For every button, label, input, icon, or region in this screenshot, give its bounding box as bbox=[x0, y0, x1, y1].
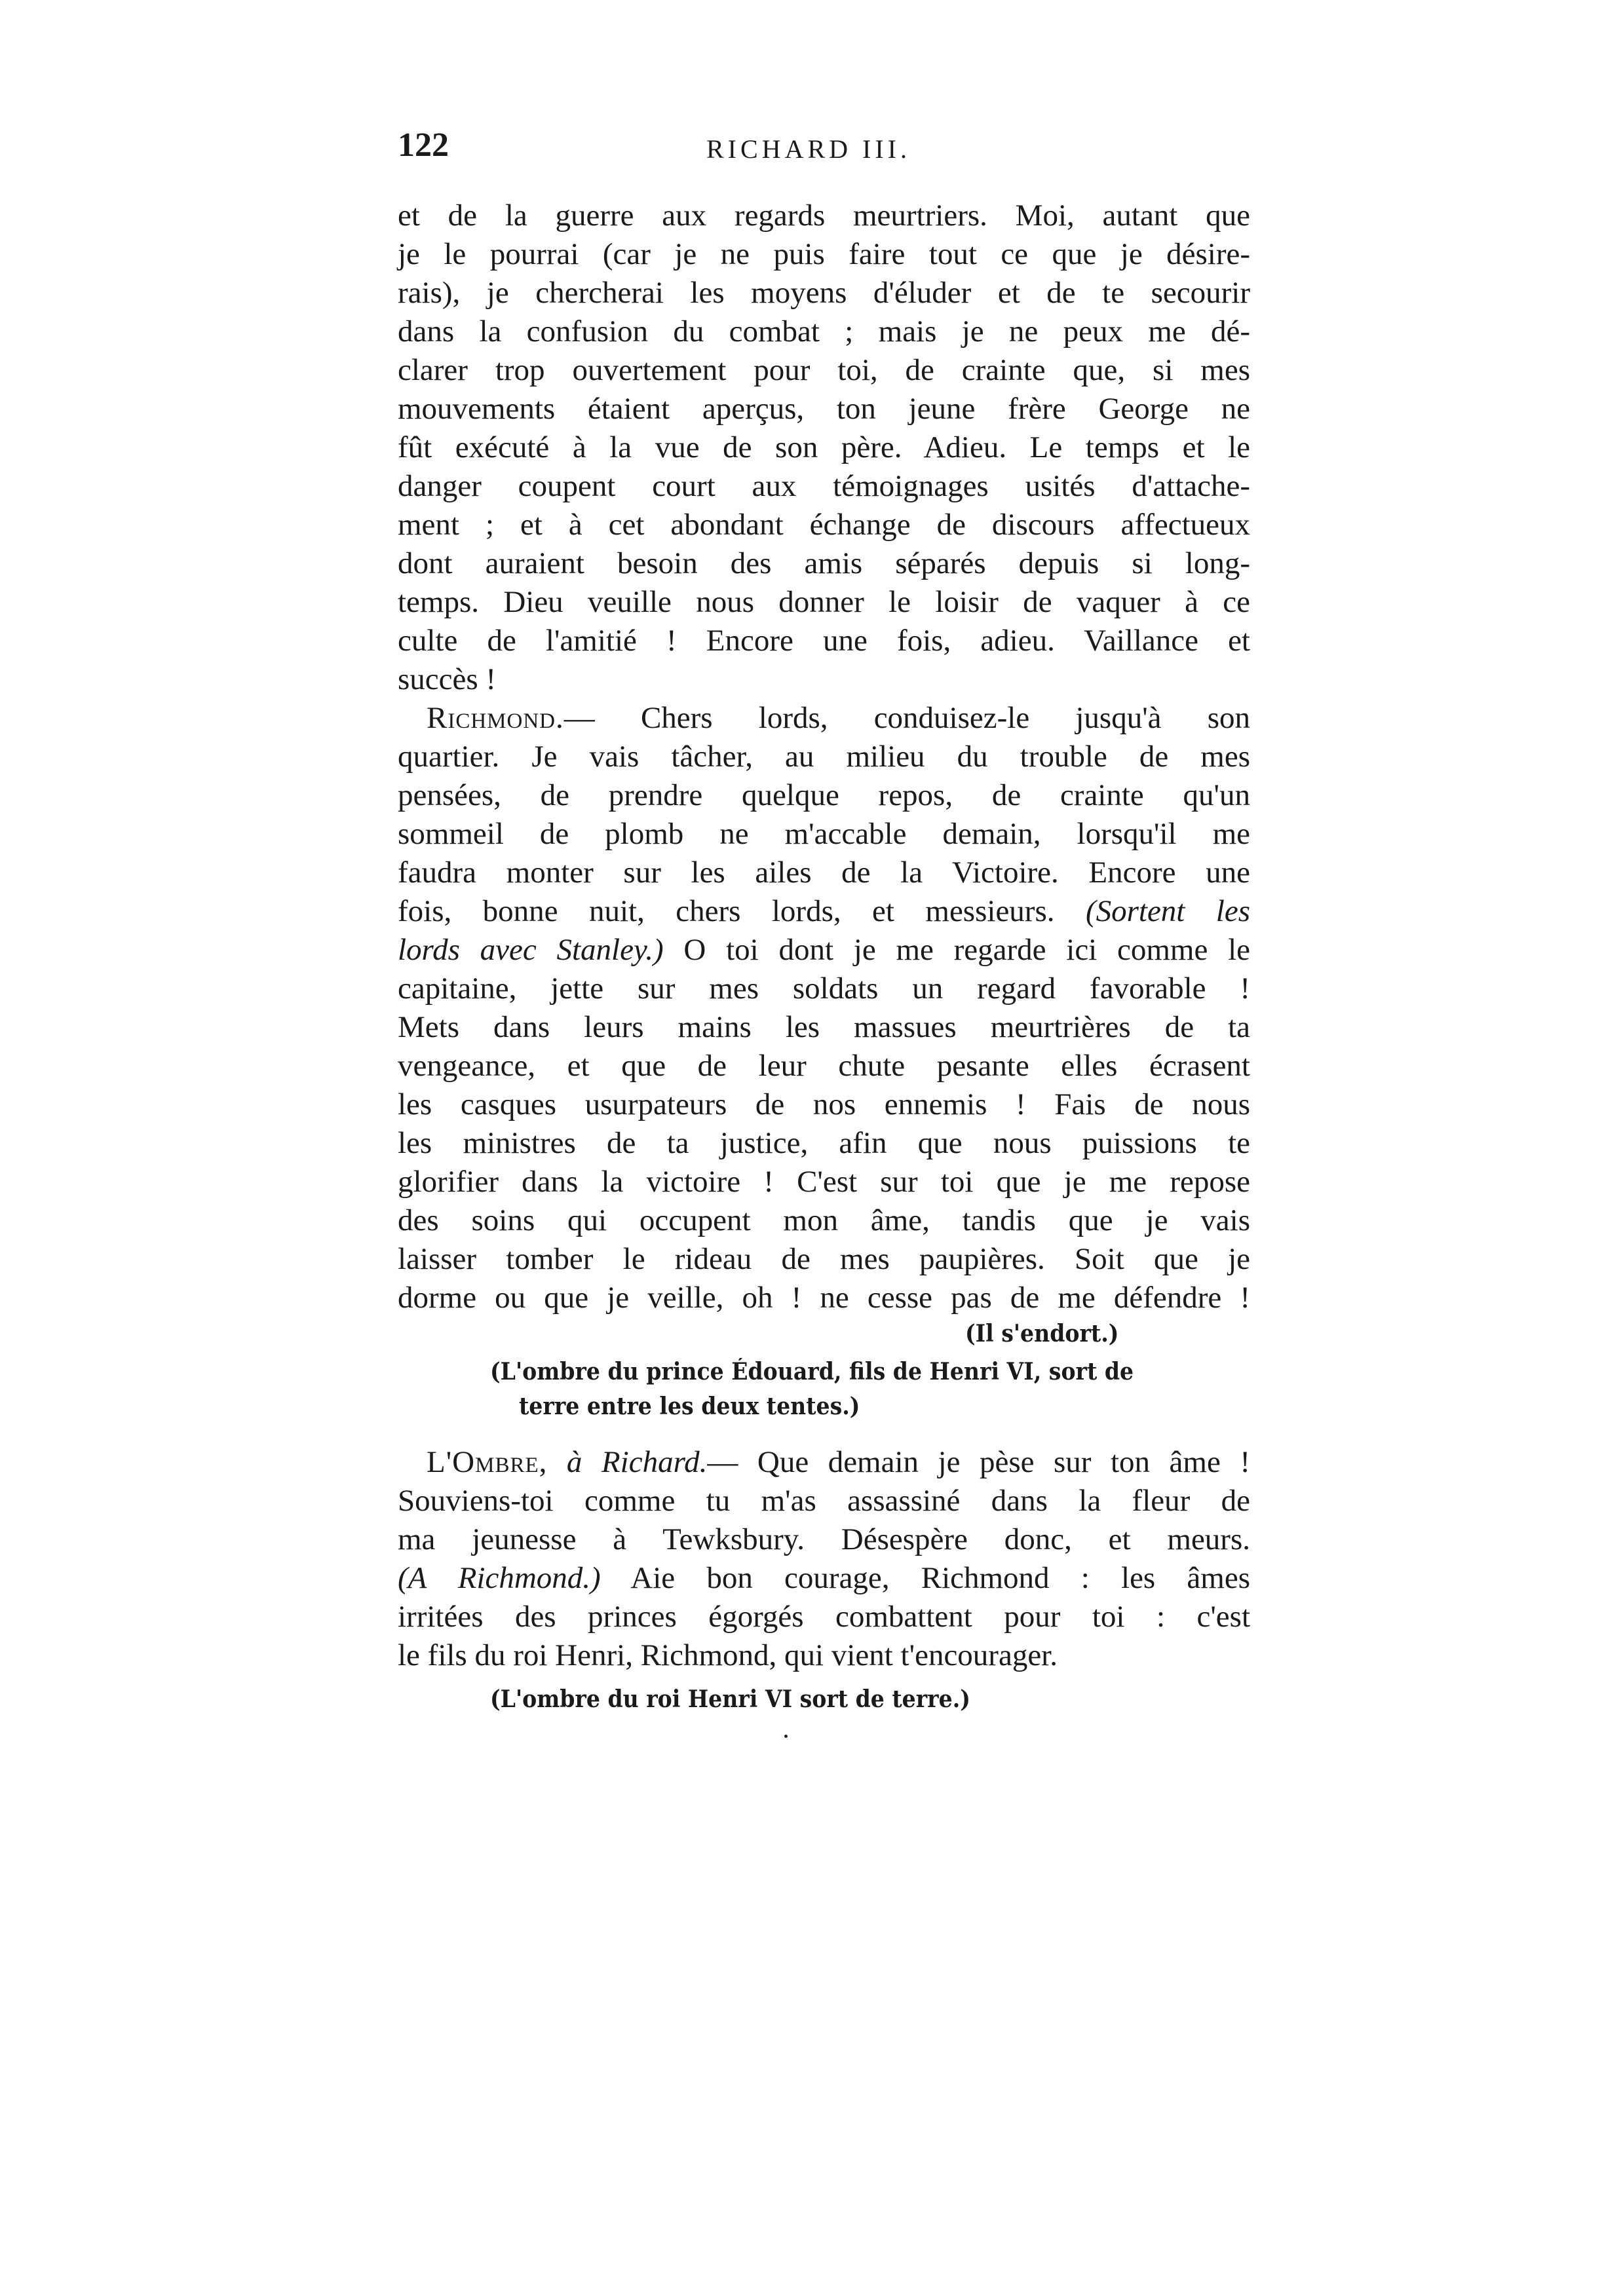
text-line: Mets dans leurs mains les massues meurtrières de ta bbox=[398, 1010, 1250, 1044]
running-title: RICHARD III. bbox=[706, 134, 911, 164]
text-line: ma jeunesse à Tewksbury. Désespère donc, et meurs. bbox=[398, 1522, 1250, 1556]
text-line: dont auraient besoin des amis séparés depuis si long- bbox=[398, 546, 1250, 580]
text-line: vengeance, et que de leur chute pesante elles écrasent bbox=[398, 1049, 1250, 1083]
text-line: temps. Dieu veuille nous donner le loisir de vaquer à ce bbox=[398, 585, 1250, 619]
text-line: je le pourrai (car je ne puis faire tout ce que je désire- bbox=[398, 237, 1250, 271]
paragraph-1 bbox=[398, 197, 1250, 699]
text-line: fût exécuté à la vue de son père. Adieu. Le temps et le bbox=[398, 430, 1250, 464]
text-line bbox=[398, 699, 1250, 738]
text-line: faudra monter sur les ailes de la Victoire. Encore une bbox=[398, 856, 1250, 890]
text-line: glorifier dans la victoire ! C'est sur toi que je me repose bbox=[398, 1165, 1250, 1199]
text-line: quartier. Je vais tâcher, au milieu du trouble de mes bbox=[398, 740, 1250, 774]
stage-direction-inline: (Sortent les bbox=[1085, 894, 1250, 928]
text-line: irritées des princes égorgés combattent pour toi : c'est bbox=[398, 1600, 1250, 1634]
text-span: fois, bonne nuit, chers lords, et messieurs. bbox=[398, 894, 1086, 928]
addressee: à Richard. bbox=[547, 1445, 708, 1479]
text-line bbox=[398, 1443, 1250, 1482]
text-line: succès ! bbox=[398, 662, 497, 696]
text-line: et de la guerre aux regards meurtriers. Moi, autant que bbox=[398, 198, 1250, 233]
text-line: sommeil de plomb ne m'accable demain, lorsqu'il me bbox=[398, 817, 1250, 851]
text-line: culte de l'amitié ! Encore une fois, adieu. Vaillance et bbox=[398, 624, 1250, 658]
text-span: — Que demain je pèse sur ton âme ! bbox=[707, 1445, 1250, 1479]
text-line: dans la confusion du combat ; mais je ne peux me dé- bbox=[398, 314, 1250, 348]
text-line: Souviens-toi comme tu m'as assassiné dans la fleur de bbox=[398, 1484, 1250, 1518]
paragraph-ombre bbox=[398, 1443, 1250, 1675]
page-number: 122 bbox=[398, 126, 449, 164]
text-line: dorme ou que je veille, oh ! ne cesse pas de me défendre ! bbox=[398, 1281, 1250, 1315]
text-line: pensées, de prendre quelque repos, de crainte qu'un bbox=[398, 778, 1250, 812]
text-line bbox=[398, 1559, 1250, 1598]
stage-direction: (Il s'endort.) bbox=[965, 1320, 1119, 1347]
text-line: laisser tomber le rideau de mes paupières. Soit que je bbox=[398, 1242, 1250, 1276]
text-line: mouvements étaient aperçus, ton jeune frère George ne bbox=[398, 392, 1250, 426]
text-line: des soins qui occupent mon âme, tandis que je vais bbox=[398, 1203, 1250, 1237]
stage-direction-inline: lords avec Stanley.) bbox=[398, 933, 664, 967]
text-line: danger coupent court aux témoignages usités d'attache- bbox=[398, 469, 1250, 503]
text-line: les ministres de ta justice, afin que nous puissions te bbox=[398, 1126, 1250, 1160]
stage-direction: (L'ombre du prince Édouard, fils de Henri VI, sort de bbox=[490, 1358, 1134, 1385]
paragraph-richmond bbox=[398, 699, 1250, 1317]
speaker-name: Richmond. bbox=[427, 701, 564, 735]
stage-direction: (L'ombre du roi Henri VI sort de terre.) bbox=[490, 1685, 970, 1713]
text-span: — Chers lords, conduisez-le jusqu'à son bbox=[563, 701, 1250, 735]
text-span: Aie bon courage, Richmond : les âmes bbox=[600, 1561, 1250, 1595]
text-line: les casques usurpateurs de nos ennemis ! Fais de nous bbox=[398, 1087, 1250, 1121]
text-span: O toi dont je me regarde ici comme le bbox=[663, 933, 1251, 967]
text-line: rais), je chercherai les moyens d'éluder et de te secourir bbox=[398, 276, 1250, 310]
text-line: le fils du roi Henri, Richmond, qui vient t'encourager. bbox=[398, 1638, 1058, 1672]
speaker-name: L'Ombre, bbox=[427, 1445, 548, 1479]
text-line: clarer trop ouvertement pour toi, de crainte que, si mes bbox=[398, 353, 1250, 387]
text-line: ment ; et à cet abondant échange de discours affectueux bbox=[398, 508, 1250, 542]
stage-direction-inline: (A Richmond.) bbox=[398, 1561, 601, 1595]
stage-direction: terre entre les deux tentes.) bbox=[519, 1393, 860, 1420]
text-line bbox=[398, 931, 1250, 969]
ink-speck bbox=[784, 1735, 788, 1738]
text-line: capitaine, jette sur mes soldats un regard favorable ! bbox=[398, 971, 1250, 1006]
text-line bbox=[398, 892, 1250, 931]
